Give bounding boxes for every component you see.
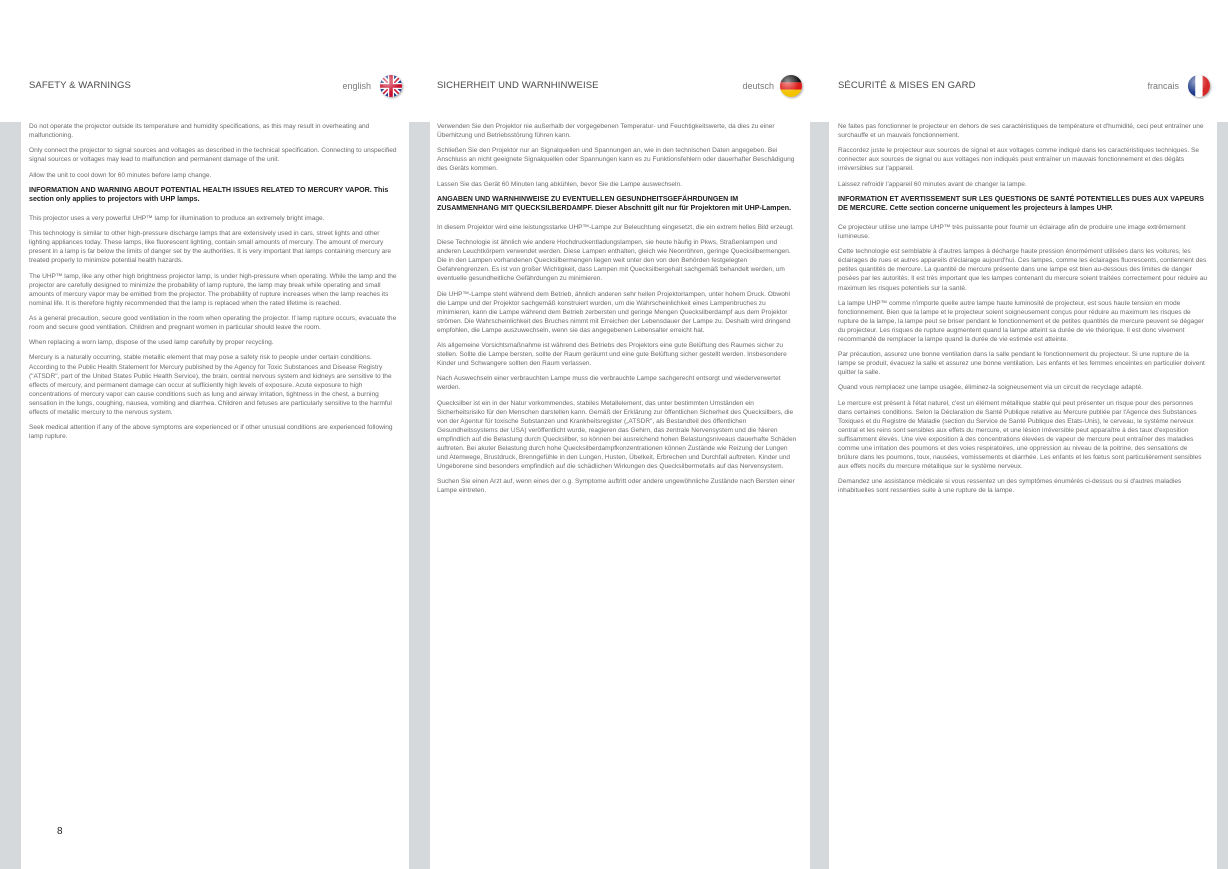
column-gutter bbox=[810, 122, 829, 869]
section-title-francais: SÉCURITÉ & MISES EN GARD bbox=[838, 80, 976, 91]
page-header-band bbox=[0, 0, 1228, 122]
paragraph: Quand vous remplacez une lampe usagée, éliminez-la soigneusement via un circuit de recyclage adapté. bbox=[838, 384, 1143, 392]
paragraph: Ce projecteur utilise une lampe UHP™ très puissante pour fournir un éclairage afin de produire une image extrêmement lumineuse. bbox=[838, 224, 1186, 241]
warning-heading: INFORMATION ET AVERTISSEMENT SUR LES QUESTIONS DE SANTÉ POTENTIELLES DUES AUX VAPEURS DE MERCURE. Cette section concerne uniquement les projecteurs à lampes UHP. bbox=[838, 194, 1205, 213]
text-column-deutsch bbox=[437, 122, 799, 502]
paragraph: This projector uses a very powerful UHP™ lamp for illumination to produce an extremely bright image. bbox=[29, 214, 325, 222]
paragraph: Verwenden Sie den Projektor nie außerhalb der vorgegebenen Temperatur- und Feuchtigkeitswerte, da dies zu einer Überhitzung und Betriebsstörung führen kann. bbox=[437, 123, 775, 140]
text-column-francais bbox=[838, 122, 1208, 502]
paragraph: This technology is similar to other high-pressure discharge lamps that are extensively used in cars, street lights and other lighting appliances today. These lamps, like fluorescent lighting, contain small amounts of mercury. The amount of mercury present in a lamp is far below the limits of danger set by the authorities. It is very important that lamps containing mercury are treated properly to minimize potential health hazards. bbox=[29, 230, 392, 265]
paragraph: Only connect the projector to signal sources and voltages as described in the technical specification. Connecting to unspecified signal sources or voltages may lead to malfunction and permanent damage of the unit. bbox=[29, 147, 397, 164]
left-margin-strip bbox=[0, 122, 21, 869]
paragraph: Allow the unit to cool down for 60 minutes before lamp change. bbox=[29, 171, 212, 179]
page-number: 8 bbox=[57, 826, 63, 837]
language-label-francais: francais bbox=[1147, 81, 1179, 91]
paragraph: Demandez une assistance médicale si vous ressentez un des symptômes énumérés ci-dessus ou si d'autres maladies inhabituelles sont ressenties suite à une rupture de la lampe. bbox=[838, 478, 1182, 495]
text-column-english bbox=[29, 122, 399, 447]
paragraph: Suchen Sie einen Arzt auf, wenn eines der o.g. Symptome auftritt oder andere ungewöhnliche Zustände nach Bersten einer Lampe eintreten. bbox=[437, 478, 795, 495]
paragraph: Diese Technologie ist ähnlich wie andere Hochdruckentladungslampen, sie heute häufig in Pkws, Straßenlampen und anderen Leuchtkörpern verwendet werden. Diese Lampen enthalten, gleich wie Neonröhren, geringe Quecksilbermengen. Die in den Lampen vorhandenen Quecksilbermengen liegen weit unter den von den Behörden festgelegten Gefahrengrenzen. Es ist von großer Wichtigkeit, dass Lampen mit Quecksilbergehalt sachgemäß behandelt werden, um eventuelle gesundheitliche Gefährdungen zu minimieren. bbox=[437, 239, 791, 283]
paragraph: Raccordez juste le projecteur aux sources de signal et aux voltages comme indiqué dans les caractéristiques techniques. Se connecter aux sources de signal ou aux voltages non indiqués peut entraîner un mauvais fonctionnement et des dégâts irréversibles sur l'appareil. bbox=[838, 147, 1200, 173]
paragraph: As a general precaution, secure good ventilation in the room when operating the projector. If lamp rupture occurs, evacuate the room and secure good ventilation. Children and pregnant women in particular should leave the room. bbox=[29, 314, 397, 332]
paragraph: Schließen Sie den Projektor nur an Signalquellen und Spannungen an, wie in den technischen Daten angegeben. Bei Anschluss an nicht geeignete Signalquellen oder Spannungen kann es zu Funktionsfehlern oder dauerhafter Beschädigung des Geräts kommen. bbox=[437, 147, 795, 173]
uk-flag-icon bbox=[380, 75, 402, 97]
paragraph: Laissez refroidir l'appareil 60 minutes avant de changer la lampe. bbox=[838, 180, 1027, 188]
paragraph: Mercury is a naturally occurring, stable metallic element that may pose a safety risk to people under certain conditions. According to the Public Health Statement for Mercury published by the Agency for Toxic Substances and Disease Registry ("ATSDR", part of the United States Public Health Service), the brain, central nervous system and kidneys are sensitive to the effects of mercury, and permanent damage can occur at sufficiently high levels of exposure. Acute exposure to high concentrations of mercury vapor can cause conditions such as lung and airway irritation, tightness in the chest, a burning sensation in the lungs, coughing, nausea, vomiting and diarrhea. Children and fetuses are particularly sensitive to the harmful effects of metallic mercury to the nervous system. bbox=[29, 354, 392, 416]
section-title-english: SAFETY & WARNINGS bbox=[29, 80, 131, 91]
paragraph: When replacing a worn lamp, dispose of the used lamp carefully by proper recycling. bbox=[29, 339, 274, 347]
paragraph: Par précaution, assurez une bonne ventilation dans la salle pendant le fonctionnement du projecteur. Si une rupture de la lampe se produit, évacuez la salle et assurez une bonne ventilation. Les enfants et les femmes enceintes en particulier doivent quitter la salle. bbox=[838, 351, 1205, 377]
paragraph: La lampe UHP™ comme n'importe quelle autre lampe haute luminosité de projecteur, est sous haute tension en mode fonctionnement. Bien que la lampe et le projecteur soient soigneusement conçus pour réduire au maximum les risques de rupture de la lampe, la lampe peut se briser pendant le fonctionnement et de petites quantités de mercure peuvent se dégager du projecteur. Les risques de rupture augmentent quand la lampe atteint sa durée de vie théorique. Il est donc vivement recommandé de remplacer la lampe quand la durée de vie estimée est atteinte. bbox=[838, 299, 1204, 343]
paragraph: Ne faites pas fonctionner le projecteur en dehors de ses caractéristiques de température et d'humidité, ceci peut entraîner une surchauffe et un mauvais fonctionnement. bbox=[838, 123, 1204, 140]
paragraph: The UHP™ lamp, like any other high brightness projector lamp, is under high-pressure when operating. While the lamp and the projector are carefully designed to minimize the probability of lamp rupture, the lamp may break while operating and small amounts of mercury vapor may be emitted from the projector. The probability of rupture increases when the lamp reaches its nominal life. It is therefore highly recommended that the lamp is replaced when the rated lifetime is reached. bbox=[29, 272, 397, 307]
section-title-deutsch: SICHERHEIT UND WARNHINWEISE bbox=[437, 80, 599, 91]
language-label-english: english bbox=[342, 81, 371, 91]
right-margin-strip bbox=[1217, 122, 1228, 869]
paragraph: Cette technologie est semblable à d'autres lampes à décharge haute pression énormément utilisées dans les voitures, les éclairages de rues et autres appareils d'éclairage aujourd'hui. Ces lampes, comme les éclairages fluorescents, contiennent des petites quantités de mercure. La quantité de mercure présente dans une lampe est bien au-dessous des limites de danger posées par les autorités. Il est très important que les lampes contenant du mercure soient traitées correctement pour réduire au maximum les risques potentiels sur la santé. bbox=[838, 248, 1207, 292]
paragraph: Seek medical attention if any of the above symptoms are experienced or if other unusual conditions are experienced following lamp rupture. bbox=[29, 424, 393, 441]
paragraph: Die UHP™-Lampe steht während dem Betrieb, ähnlich anderen sehr hellen Projektorlampen, unter hohem Druck. Obwohl die Lampe und der Projektor sachgemäß konstruiert wurden, um die Wahrscheinlichkeit eines Lampenbruches zu minimieren, kann die Lampe während dem Betrieb zerbersten und geringe Mengen Quecksilberdampf aus dem Projektor strömen. Die Wahrscheinlichkeit des Bruches nimmt mit Erreichen der Lebensdauer der Lampe zu. Deshalb wird dringend empfohlen, die Lampe auszuwechseln, wenn sie das angegebenen Lebensalter erreicht hat. bbox=[437, 290, 791, 334]
france-flag-icon bbox=[1188, 75, 1210, 97]
language-label-deutsch: deutsch bbox=[742, 81, 774, 91]
paragraph: Lassen Sie das Gerät 60 Minuten lang abkühlen, bevor Sie die Lampe auswechseln. bbox=[437, 180, 682, 188]
paragraph: In diesem Projektor wird eine leistungsstarke UHP™-Lampe zur Beleuchtung eingesetzt, die ein extrem helles Bild erzeugt. bbox=[437, 224, 794, 232]
germany-flag-icon bbox=[780, 75, 802, 97]
paragraph: Quecksilber ist ein in der Natur vorkommendes, stabiles Metallelement, das unter bestimmten Umständen ein Sicherheitsrisiko für den Menschen darstellen kann. Gemäß der Erklärung zur öffentlichen Sicherheit des Quecksilbers, die von der Agentur für toxische Substanzen und Krankheitsregister („ATSDR", als Bestandteil des öffentlichen Gesundheitssystems der USA) veröffentlicht wurde, reagieren das Gehirn, das zentrale Nervensystem und die Nieren empfindlich auf die Belastung durch Quecksilber, so können bei ausreichend hohen Belastungsniveaus dauerhafte Schäden auftreten. Bei akuter Belastung durch hohe Quecksilberdampfkonzentrationen können Zustände wie Reizung der Lungen und Atemwege, Brustdruck, Brenngefühle in den Lungen, Husten, Übelkeit, Erbrechen und Durchfall auftreten. Kinder und Ungeborene sind besonders empfindlich auf die schädlichen Wirkungen des Quecksilbermetalls auf das Nervensystem. bbox=[437, 399, 797, 471]
paragraph: Do not operate the projector outside its temperature and humidity specifications, as this may result in overheating and malfunctioning. bbox=[29, 123, 370, 140]
warning-heading: INFORMATION AND WARNING ABOUT POTENTIAL HEALTH ISSUES RELATED TO MERCURY VAPOR. This section only applies to projectors with UHP lamps. bbox=[29, 185, 389, 204]
warning-heading: ANGABEN UND WARNHINWEISE ZU EVENTUELLEN GESUNDHEITSGEFÄHRDUNGEN IM ZUSAMMENHANG MIT QUECKSILBERDAMPF. Dieser Abschnitt gilt nur für Projektoren mit UHP-Lampen. bbox=[437, 194, 792, 213]
column-gutter bbox=[409, 122, 430, 869]
paragraph: Als allgemeine Vorsichtsmaßnahme ist während des Betriebs des Projektors eine gute Belüftung des Raumes sicher zu stellen. Sollte die Lampe bersten, sollte der Raum geräumt und eine gute Belüftung sicher gestellt werden. Insbesondere Kinder und Schwangere sollten den Raum verlassen. bbox=[437, 342, 787, 368]
paragraph: Le mercure est présent à l'état naturel, c'est un élément métallique stable qui peut présenter un risque pour des personnes dans certaines conditions. Selon la Déclaration de Santé Publique relative au Mercure publiée par l'Agence des Substances Toxiques et du Registre de Maladie (section du Service de Santé Publique des Etats-Unis), le cerveau, le système nerveux central et les reins sont sensibles aux effets du mercure, et une lésion irréversible peut apparaître à des taux d'exposition suffisamment élevés. Une vive exposition à des concentrations élevées de vapeur de mercure peut entraîner des maladies comme une irritation des poumons et des voies respiratoires, une oppression au niveau de la poitrine, des sensations de brûlure dans les poumons, toux, nausées, vomissements et diarrhée. Les enfants et les fœtus sont particulièrement sensibles aux effets nocifs du mercure métallique sur le système nerveux. bbox=[838, 399, 1202, 471]
paragraph: Nach Auswechseln einer verbrauchten Lampe muss die verbrauchte Lampe sachgerecht entsorgt und wiederverwertet werden. bbox=[437, 375, 781, 392]
